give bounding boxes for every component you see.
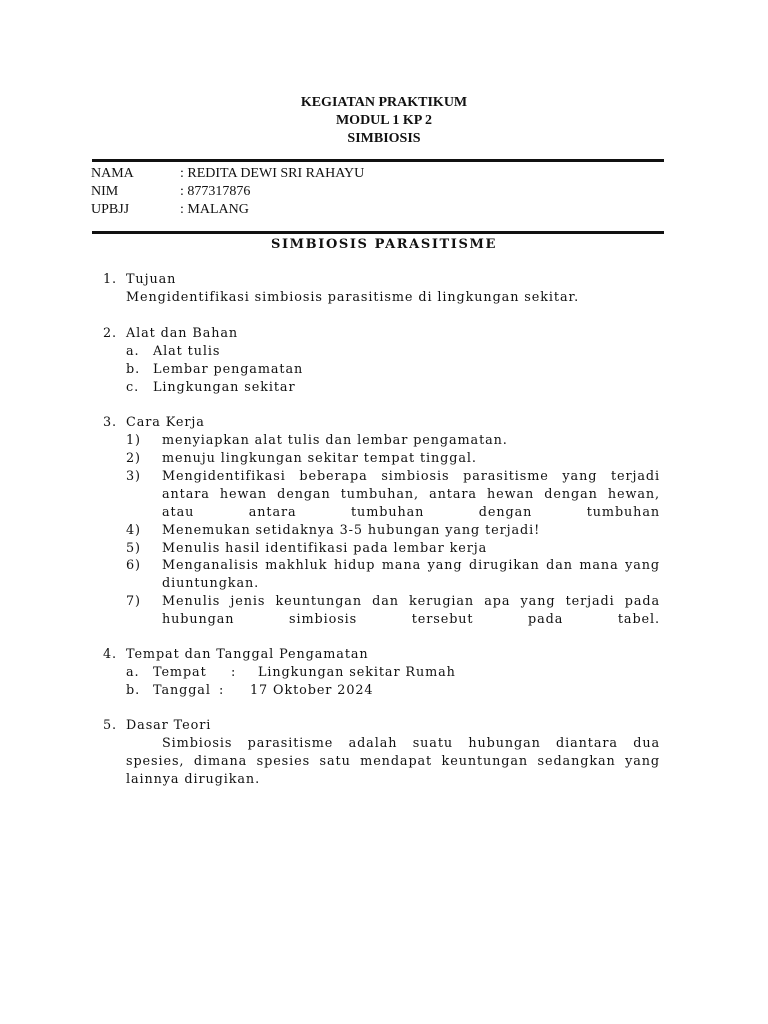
section-text: Mengidentifikasi simbiosis parasitisme di lingkungan sekitar.	[126, 290, 580, 305]
identity-row-upbjj	[91, 201, 491, 219]
step-marker: 1)	[126, 433, 141, 448]
step-marker: 4)	[126, 523, 141, 538]
list-marker: b.	[126, 362, 141, 377]
document-title: SIMBIOSIS PARASITISME	[271, 237, 497, 252]
identity-value: : 877317876	[180, 184, 251, 199]
list-text: Lembar pengamatan	[153, 362, 304, 377]
header-topic: SIMBIOSIS	[347, 131, 421, 146]
step-marker: 6)	[126, 558, 141, 573]
top-divider	[92, 159, 664, 162]
identity-row-nim	[91, 183, 491, 201]
field-label: Tempat	[153, 665, 207, 680]
identity-block	[91, 165, 491, 219]
list-text: Lingkungan sekitar	[153, 380, 296, 395]
step-marker: 7)	[126, 594, 141, 609]
step-text: Menulis hasil identifikasi pada lembar kerja	[162, 541, 488, 556]
section-heading: Dasar Teori	[126, 718, 212, 733]
step-text: menuju lingkungan sekitar tempat tinggal.	[162, 451, 477, 466]
section-heading: Cara Kerja	[126, 415, 205, 430]
theory-paragraph: Simbiosis parasitisme adalah suatu hubungan diantara dua spesies, dimana spesies satu mendapat keuntungan sedangkan yang lainnya dirugikan.	[126, 736, 660, 787]
section-number: 2.	[103, 326, 118, 341]
step-text: Menemukan setidaknya 3-5 hubungan yang terjadi!	[162, 523, 541, 538]
identity-row-nama	[91, 165, 491, 183]
step-marker: 5)	[126, 541, 141, 556]
document-header	[0, 94, 768, 148]
step-text: Mengidentifikasi beberapa simbiosis parasitisme yang terjadi antara hewan dengan tumbuhan, antara hewan dengan hewan, atau antara tumbuhan dengan tumbuhan	[162, 469, 660, 520]
list-marker: a.	[126, 665, 140, 680]
list-marker: b.	[126, 683, 141, 698]
section-number: 1.	[103, 272, 118, 287]
identity-label: UPBJJ	[91, 202, 130, 217]
identity-value: : MALANG	[180, 202, 249, 217]
section-heading: Tujuan	[126, 272, 177, 287]
step-marker: 3)	[126, 469, 141, 484]
field-value: Lingkungan sekitar Rumah	[258, 665, 456, 680]
list-text: Alat tulis	[153, 344, 221, 359]
field-separator: :	[219, 683, 225, 698]
bottom-divider	[92, 231, 664, 234]
section-heading: Alat dan Bahan	[126, 326, 239, 341]
list-marker: c.	[126, 380, 140, 395]
field-value: 17 Oktober 2024	[250, 683, 374, 698]
field-separator: :	[231, 665, 237, 680]
step-text: Menulis jenis keuntungan dan kerugian apa yang terjadi pada hubungan simbiosis tersebut pada tabel.	[162, 594, 660, 627]
identity-label: NIM	[91, 184, 119, 199]
step-text: menyiapkan alat tulis dan lembar pengamatan.	[162, 433, 508, 448]
field-label: Tanggal	[153, 683, 211, 698]
header-title: KEGIATAN PRAKTIKUM	[300, 95, 468, 110]
step-text: Menganalisis makhluk hidup mana yang dirugikan dan mana yang diuntungkan.	[162, 558, 660, 591]
section-number: 3.	[103, 415, 118, 430]
step-marker: 2)	[126, 451, 141, 466]
identity-value: : REDITA DEWI SRI RAHAYU	[180, 166, 365, 181]
header-module: MODUL 1 KP 2	[335, 113, 433, 128]
section-number: 5.	[103, 718, 118, 733]
section-heading: Tempat dan Tanggal Pengamatan	[126, 647, 369, 662]
identity-label: NAMA	[91, 166, 134, 181]
section-number: 4.	[103, 647, 118, 662]
list-marker: a.	[126, 344, 140, 359]
